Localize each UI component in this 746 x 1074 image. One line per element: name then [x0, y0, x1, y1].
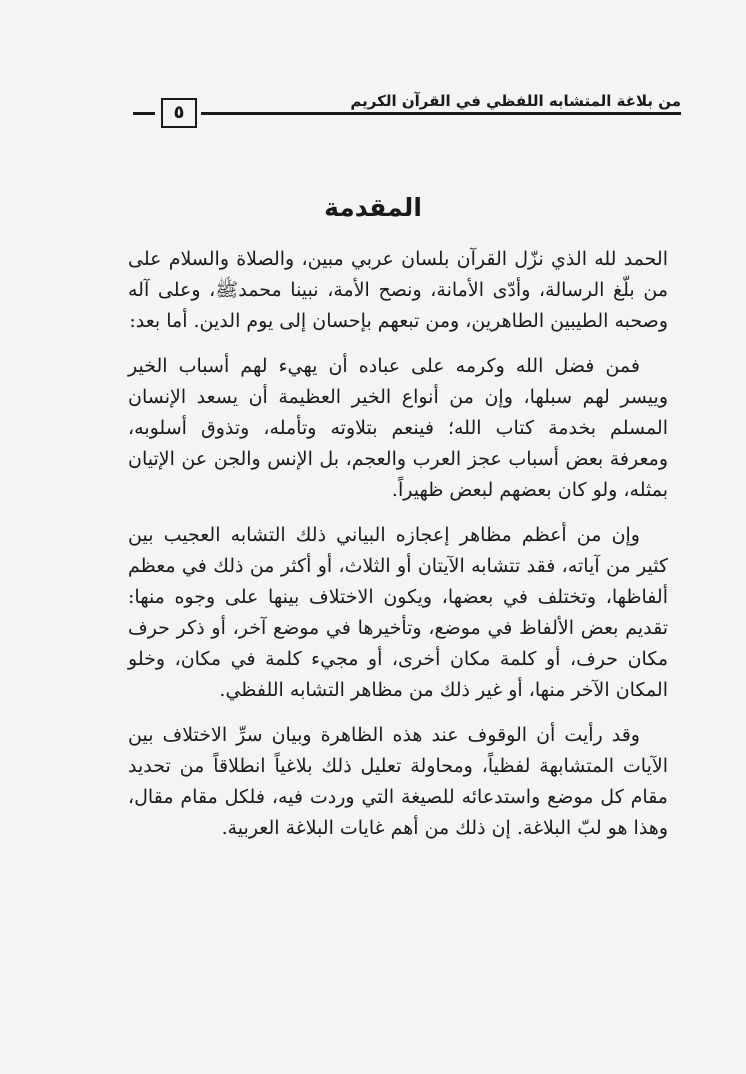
page-header: [133, 90, 681, 130]
body-text: [128, 244, 668, 858]
paragraph-1: الحمد لله الذي نزّل القرآن بلسان عربي مبين، والصلاة والسلام على من بلّغ الرسالة، وأدّى الأمانة، ونصح الأمة، نبينا محمدﷺ، وعلى آله وصحبه الطيبين الطاهرين، ومن تبعهم بإحسان إلى يوم الدين. أما بعد:: [128, 248, 668, 332]
paragraph-4: وقد رأيت أن الوقوف عند هذه الظاهرة وبيان سرِّ الاختلاف بين الآيات المتشابهة لفظياً، ومحاولة تعليل ذلك بلاغياً انطلاقاً من تحديد مقام كل موضع واستدعائه للصيغة التي وردت فيه، فلكل مقام مقال، وهذا هو لبّ البلاغة. إن ذلك من أهم غايات البلاغة العربية.: [128, 724, 668, 839]
header-rule: [201, 112, 681, 115]
paragraph-2: فمن فضل الله وكرمه على عباده أن يهيء لهم أسباب الخير وييسر لهم سبلها، وإن من أنواع الخير العظيمة أن يسعد الإنسان المسلم بخدمة كتاب الله؛ فينعم بتلاوته وتأمله، وتذوق أسلوبه، ومعرفة بعض أسباب عجز العرب والعجم، بل الإنس والجن عن الإتيان بمثله، ولو كان بعضهم لبعض ظهيراً.: [128, 355, 668, 501]
header-rule-short: [133, 112, 155, 115]
page-number: ٥: [161, 98, 197, 128]
paragraph-3: وإن من أعظم مظاهر إعجازه البياني ذلك التشابه العجيب بين كثير من آياته، فقد تتشابه الآيتان أو الثلاث، أو أكثر من ذلك في معظم ألفاظها، وتختلف في بعضها، ويكون الاختلاف بينها على وجوه منها: تقديم بعض الألفاظ في موضع، وتأخيرها في موضع آخر، أو ذكر حرف مكان حرف، أو كلمة مكان أخرى، أو مجيء كلمة في مكان، وخلو المكان الآخر منها، أو غير ذلك من مظاهر التشابه اللفظي.: [128, 524, 668, 701]
chapter-title: المقدمة: [324, 193, 422, 222]
running-title: من بلاغة المتشابه اللفظي في القرآن الكريم: [350, 92, 681, 110]
